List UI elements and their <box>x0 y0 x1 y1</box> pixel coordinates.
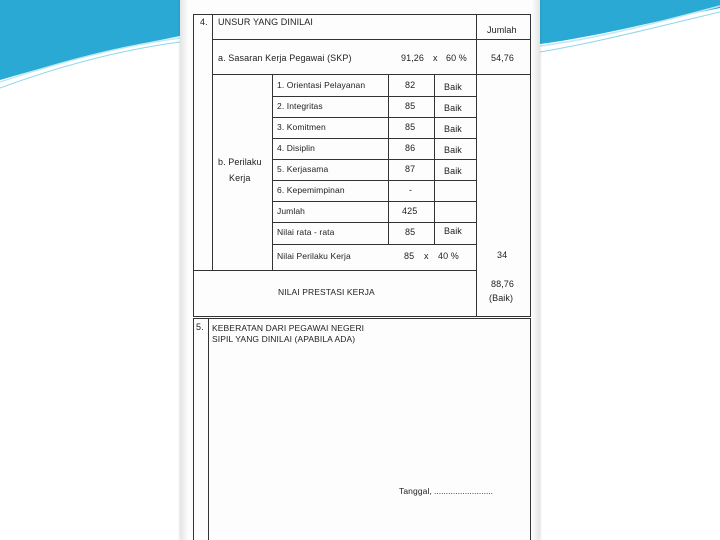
jumlah-score: 425 <box>402 206 418 216</box>
prestasi-value: 88,76 <box>491 279 515 289</box>
item-grade: Baik <box>444 124 462 134</box>
section5-top <box>193 318 530 319</box>
frame-right <box>530 14 531 317</box>
nilai-perilaku-label: Nilai Perilaku Kerja <box>277 251 351 261</box>
jumlah-label: Jumlah <box>277 206 306 216</box>
item-grade: Baik <box>444 82 462 92</box>
section5-number: 5. <box>196 322 204 332</box>
item-grade: Baik <box>444 145 462 155</box>
section5-line2: SIPIL YANG DINILAI (APABILA ADA) <box>212 334 356 344</box>
nilai-perilaku-percent: 40 % <box>438 251 459 261</box>
item-label: 1. Orientasi Pelayanan <box>277 80 366 90</box>
rata-label: Nilai rata - rata <box>277 227 335 237</box>
section-title: UNSUR YANG DINILAI <box>218 17 313 27</box>
skp-percent: 60 % <box>446 53 467 63</box>
section5-line1: KEBERATAN DARI PEGAWAI NEGERI <box>212 323 365 333</box>
prestasi-label: NILAI PRESTASI KERJA <box>278 287 375 297</box>
item-label: 4. Disiplin <box>277 143 315 153</box>
jumlah-header: Jumlah <box>487 25 517 35</box>
item-label: 6. Kepemimpinan <box>277 185 345 195</box>
skp-label: a. Sasaran Kerja Pegawai (SKP) <box>218 53 352 63</box>
skp-result: 54,76 <box>491 53 515 63</box>
item-score: 85 <box>405 122 416 132</box>
section-number: 4. <box>200 17 208 27</box>
frame-left <box>193 14 194 317</box>
item-score: 85 <box>405 101 416 111</box>
nilai-perilaku-result: 34 <box>497 250 508 260</box>
prestasi-grade: (Baik) <box>489 293 514 303</box>
section5-left <box>193 318 194 540</box>
rata-grade: Baik <box>444 226 462 236</box>
nilai-perilaku-value: 85 <box>404 251 415 261</box>
rata-score: 85 <box>405 227 416 237</box>
item-label: 3. Komitmen <box>277 122 326 132</box>
section5-right <box>530 318 531 540</box>
item-score: - <box>409 185 413 195</box>
perilaku-label-2: Kerja <box>229 173 251 183</box>
item-label: 5. Kerjasama <box>277 164 329 174</box>
tanggal-label: Tanggal, <box>399 486 432 496</box>
tanggal-dots: ......................... <box>434 486 494 496</box>
skp-value: 91,26 <box>401 53 425 63</box>
frame-top <box>193 14 530 15</box>
item-label: 2. Integritas <box>277 101 323 111</box>
item-grade: Baik <box>444 103 462 113</box>
item-score: 87 <box>405 164 416 174</box>
frame-bottom <box>193 316 530 317</box>
item-score: 82 <box>405 80 416 90</box>
nilai-perilaku-times: x <box>424 251 429 261</box>
section5-divider <box>208 318 209 540</box>
item-score: 86 <box>405 143 416 153</box>
skp-times: x <box>433 53 438 63</box>
item-grade: Baik <box>444 166 462 176</box>
perilaku-label: b. Perilaku <box>218 157 262 167</box>
